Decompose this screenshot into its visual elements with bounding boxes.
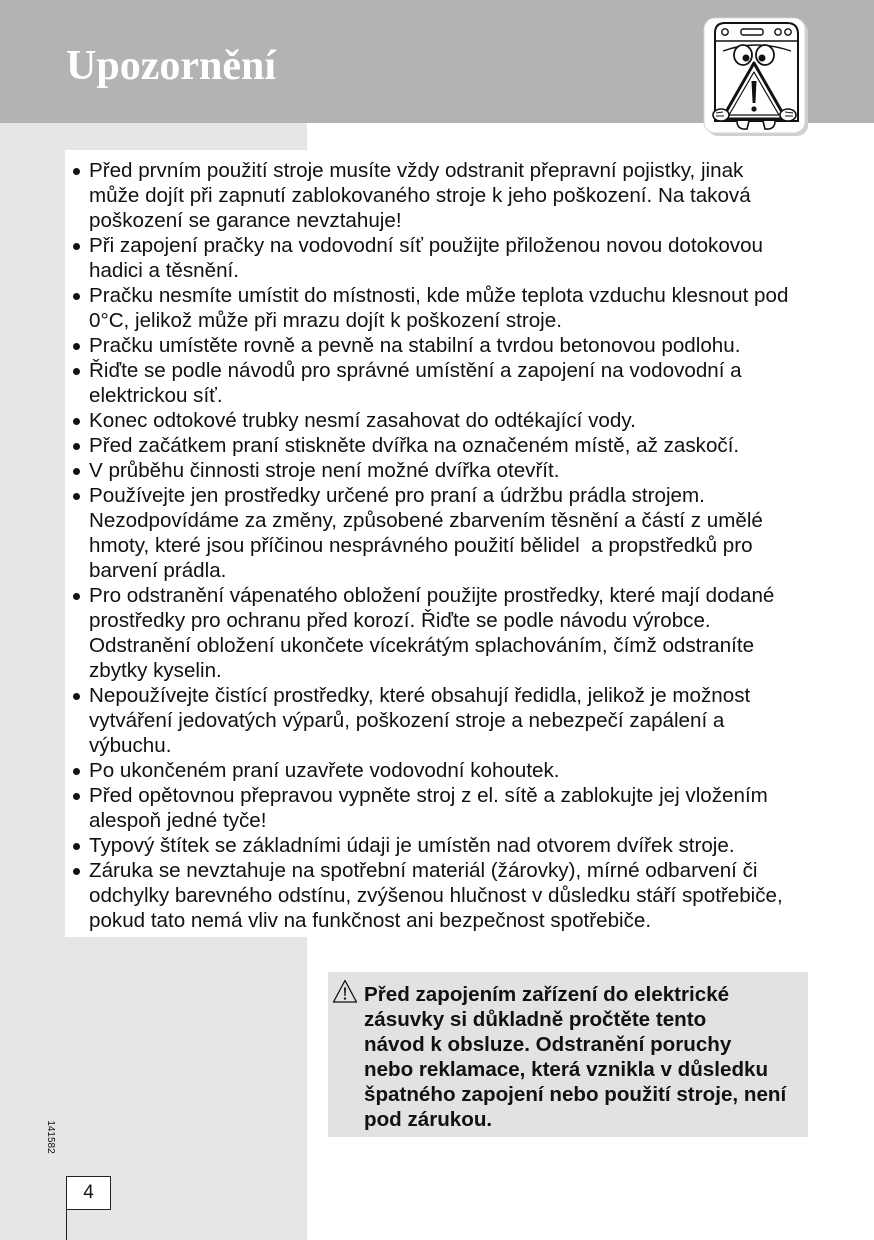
bullet-line: prostředky pro ochranu před korozí. Řiďte se podle návodu výrobce.	[89, 609, 711, 632]
bullet-line: Pračku umístěte rovně a pevně na stabilní a tvrdou betonovou podlohu.	[89, 334, 741, 357]
bullet-dot	[73, 443, 80, 450]
bullet-line: Před prvním použití stroje musíte vždy odstranit přepravní pojistky, jinak	[89, 159, 744, 182]
bullet-line: Odstranění obložení ukončete vícekrátým splachováním, čímž odstraníte	[89, 634, 755, 657]
bullet-line: Záruka se nevztahuje na spotřební materiál (žárovky), mírné odbarvení či	[89, 859, 758, 882]
bullet-line: elektrickou síť.	[89, 384, 223, 407]
warning-note-text	[364, 982, 786, 1132]
bullet-item	[89, 433, 788, 458]
bullet-item	[89, 283, 788, 333]
bullet-dot	[73, 868, 80, 875]
bullet-dot	[73, 693, 80, 700]
bullet-line: barvení prádla.	[89, 559, 227, 582]
bullet-item	[89, 358, 788, 408]
bullet-line: výbuchu.	[89, 734, 172, 757]
note-line: nebo reklamace, která vznikla v důsledku	[364, 1058, 769, 1081]
warnings-list	[89, 158, 788, 933]
page-title: Upozornění	[66, 43, 276, 89]
bullet-item	[89, 483, 788, 583]
bullet-dot	[73, 493, 80, 500]
bullet-dot	[73, 793, 80, 800]
bullet-item	[89, 783, 788, 833]
bullet-item	[89, 833, 788, 858]
bullet-line: Při zapojení pračky na vodovodní síť použijte přiloženou novou dotokovou	[89, 234, 764, 257]
note-line: špatného zapojení nebo použití stroje, není	[364, 1083, 787, 1106]
bullet-item	[89, 158, 788, 233]
bullet-item	[89, 233, 788, 283]
document-code: 141582	[45, 1120, 56, 1154]
bullet-dot	[73, 168, 80, 175]
bullet-dot	[73, 243, 80, 250]
bullet-line: Používejte jen prostředky určené pro praní a údržbu prádla strojem.	[89, 484, 705, 507]
warning-exclamation-bar	[344, 988, 346, 997]
bullet-line: odchylky barevného odstínu, zvýšenou hlučnost v důsledku stáří spotřebiče,	[89, 884, 783, 907]
bullet-line: Nepoužívejte čistící prostředky, které obsahují ředidla, jelikož je možnost	[89, 684, 751, 707]
bullet-line: Řiďte se podle návodů pro správné umístění a zapojení na vodovodní a	[89, 359, 742, 382]
bullet-item	[89, 858, 788, 933]
bullet-dot	[73, 418, 80, 425]
bullet-line: Konec odtokové trubky nesmí zasahovat do odtékající vody.	[89, 409, 636, 432]
bullet-line: V průběhu činnosti stroje není možné dvířka otevřít.	[89, 459, 560, 482]
bullet-line: Po ukončeném praní uzavřete vodovodní kohoutek.	[89, 759, 560, 782]
bullet-line: Pračku nesmíte umístit do místnosti, kde může teplota vzduchu klesnout pod	[89, 284, 789, 307]
bullet-line: hadici a těsnění.	[89, 259, 239, 282]
bullet-dot	[73, 293, 80, 300]
bullet-line: pokud tato nemá vliv na funkčnost ani bezpečnost spotřebiče.	[89, 909, 652, 932]
bullet-line: 0°C, jelikož může při mrazu dojít k poškození stroje.	[89, 309, 562, 332]
page-number: 4	[66, 1176, 111, 1210]
bullet-line: Typový štítek se základními údaji je umístěn nad otvorem dvířek stroje.	[89, 834, 735, 857]
bullet-line: Před opětovnou přepravou vypněte stroj z el. sítě a zablokujte jej vložením	[89, 784, 768, 807]
bullet-dot	[73, 468, 80, 475]
warning-exclamation-dot	[344, 997, 346, 999]
note-line: Před zapojením zařízení do elektrické	[364, 983, 730, 1006]
warning-triangle-icon	[332, 979, 358, 1004]
bullet-line: Před začátkem praní stiskněte dvířka na označeném místě, až zaskočí.	[89, 434, 740, 457]
bullet-dot	[73, 843, 80, 850]
bullet-dot	[73, 768, 80, 775]
bullet-item	[89, 758, 788, 783]
bullet-line: Nezodpovídáme za změny, způsobené zbarvením těsnění a částí z umělé	[89, 509, 763, 532]
bullet-item	[89, 583, 788, 683]
bullet-item	[89, 333, 788, 358]
bullet-line: hmoty, které jsou příčinou nesprávného použití bělidel a propstředků pro	[89, 534, 753, 557]
note-line: pod zárukou.	[364, 1108, 493, 1131]
bullet-item	[89, 683, 788, 758]
bullet-item	[89, 458, 788, 483]
bullet-line: vytváření jedovatých výparů, poškození stroje a nebezpečí zapálení a	[89, 709, 725, 732]
bullet-line: poškození se garance nevztahuje!	[89, 209, 402, 232]
bullet-line: alespoň jedné tyče!	[89, 809, 267, 832]
page-number-rule	[66, 1210, 67, 1240]
bullet-dot	[73, 368, 80, 375]
bullet-line: Pro odstranění vápenatého obložení použijte prostředky, které mají dodané	[89, 584, 775, 607]
bullet-dot	[73, 593, 80, 600]
bullet-item	[89, 408, 788, 433]
bullet-dot	[73, 343, 80, 350]
note-line: návod k obsluze. Odstranění poruchy	[364, 1033, 732, 1056]
bullet-line: může dojít při zapnutí zablokovaného stroje k jeho poškození. Na taková	[89, 184, 751, 207]
bullet-line: zbytky kyselin.	[89, 659, 222, 682]
note-line: zásuvky si důkladně pročtěte tento	[364, 1008, 707, 1031]
washing-machine-warning-mascot-icon	[703, 17, 809, 137]
